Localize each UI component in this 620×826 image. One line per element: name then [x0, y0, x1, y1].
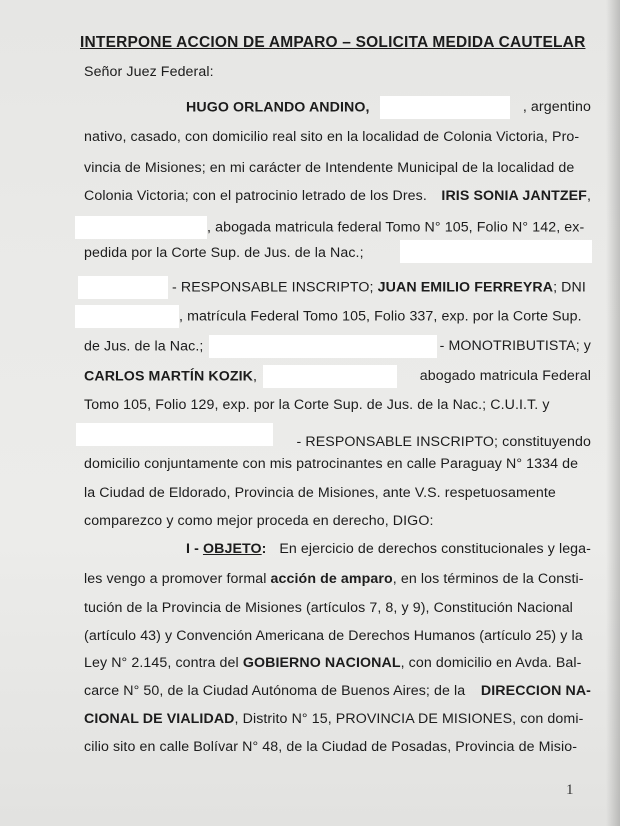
- text-line: [84, 570, 591, 588]
- text-line: [84, 335, 591, 358]
- text-segment: - RESPONSABLE INSCRIPTO; constituyendo: [296, 434, 591, 450]
- text-segment: ; DNI: [553, 279, 586, 296]
- bold-direccion-nacional: DIRECCION NA-: [480, 683, 591, 699]
- text-line: [84, 187, 591, 205]
- redaction-box: [75, 216, 207, 239]
- text-segment: , abogada matricula federal Tomo N° 105, Folio N° 142, ex-: [207, 219, 585, 236]
- page-shadow: [606, 0, 620, 826]
- text-line: (artículo 43) y Convención Americana de Derechos Humanos (artículo 25) y la: [84, 628, 583, 644]
- text-segment: , matrícula Federal Tomo 105, Folio 337, exp. por la Corte Sup.: [179, 308, 582, 325]
- text-line: [186, 96, 591, 119]
- text-line: cilio sito en calle Bolívar N° 48, de la Ciudad de Posadas, Provincia de Misio-: [84, 739, 578, 755]
- bold-vialidad: CIONAL DE VIALIDAD: [84, 711, 235, 727]
- text-line: [75, 216, 591, 239]
- redaction-box: [76, 423, 273, 446]
- page-number: 1: [566, 782, 574, 798]
- text-segment: , argentino: [522, 99, 591, 116]
- text-line: domicilio conjuntamente con mis patrocinantes en calle Paraguay N° 1334 de: [84, 456, 579, 472]
- text-segment: :: [261, 541, 267, 557]
- text-segment: les vengo a promover formal: [84, 571, 267, 587]
- text-line: [84, 365, 591, 388]
- text-line: la Ciudad de Eldorado, Provincia de Misiones, ante V.S. respetuosamente: [84, 485, 556, 501]
- section-heading-objeto: OBJETO: [202, 541, 262, 557]
- text-line: Tomo 105, Folio 129, exp. por la Corte Sup. de Jus. de la Nac.; C.U.I.T. y: [84, 397, 550, 413]
- text-line: comparezco y como mejor proceda en derecho, DIGO:: [84, 513, 434, 529]
- text-line: nativo, casado, con domicilio real sito en la localidad de Colonia Victoria, Pro-: [84, 129, 580, 145]
- text-segment: carce N° 50, de la Ciudad Autónoma de Buenos Aires; de la: [84, 683, 466, 699]
- text-line: [75, 305, 591, 328]
- document-title: INTERPONE ACCION DE AMPARO – SOLICITA MEDIDA CAUTELAR: [80, 34, 586, 51]
- bold-accion-de-amparo: acción de amparo: [270, 571, 393, 587]
- text-segment: , Distrito N° 15, PROVINCIA DE MISIONES, con domi-: [234, 711, 584, 727]
- salutation: Señor Juez Federal:: [84, 64, 214, 80]
- redaction-box: [209, 335, 437, 358]
- text-segment: abogado matricula Federal: [419, 368, 591, 385]
- name-juan-ferreyra: JUAN EMILIO FERREYRA: [377, 279, 554, 296]
- text-segment: - RESPONSABLE INSCRIPTO;: [172, 279, 374, 296]
- text-segment: - MONOTRIBUTISTA; y: [439, 338, 591, 355]
- text-line: [84, 682, 591, 700]
- redaction-box: [263, 365, 397, 388]
- text-line: vincia de Misiones; en mi carácter de Intendente Municipal de la localidad de: [84, 160, 575, 176]
- text-line: [84, 654, 591, 672]
- text-segment: , en los términos de la Consti-: [392, 571, 584, 587]
- redaction-box: [78, 276, 168, 299]
- redaction-box: [75, 305, 179, 328]
- name-hugo-andino: HUGO ORLANDO ANDINO,: [186, 99, 370, 116]
- text-segment: de Jus. de la Nac.;: [84, 338, 204, 355]
- text-segment: Colonia Victoria; con el patrocinio letrado de los Dres.: [84, 188, 427, 204]
- text-segment: ,: [586, 188, 591, 204]
- redaction-box: [380, 96, 510, 119]
- text-line: [84, 710, 591, 728]
- text-segment: ,: [252, 368, 258, 385]
- name-carlos-kozik: CARLOS MARTÍN KOZIK: [84, 368, 253, 385]
- text-segment: Ley N° 2.145, contra del: [84, 655, 239, 671]
- text-line: tución de la Provincia de Misiones (artículos 7, 8, y 9), Constitución Nacional: [84, 600, 573, 616]
- section-number: I -: [186, 541, 199, 557]
- section-objeto: [186, 540, 591, 558]
- text-segment: En ejercicio de derechos constitucionales y lega-: [279, 541, 591, 557]
- text-segment: , con domicilio en Avda. Bal-: [400, 655, 582, 671]
- text-line: [84, 244, 591, 262]
- name-iris-jantzef: IRIS SONIA JANTZEF: [441, 188, 587, 204]
- text-segment: pedida por la Corte Sup. de Jus. de la Nac.;: [84, 245, 364, 261]
- redaction-box: [400, 240, 592, 263]
- text-line: [78, 276, 591, 299]
- bold-gobierno-nacional: GOBIERNO NACIONAL: [242, 655, 401, 671]
- text-line: [76, 423, 591, 451]
